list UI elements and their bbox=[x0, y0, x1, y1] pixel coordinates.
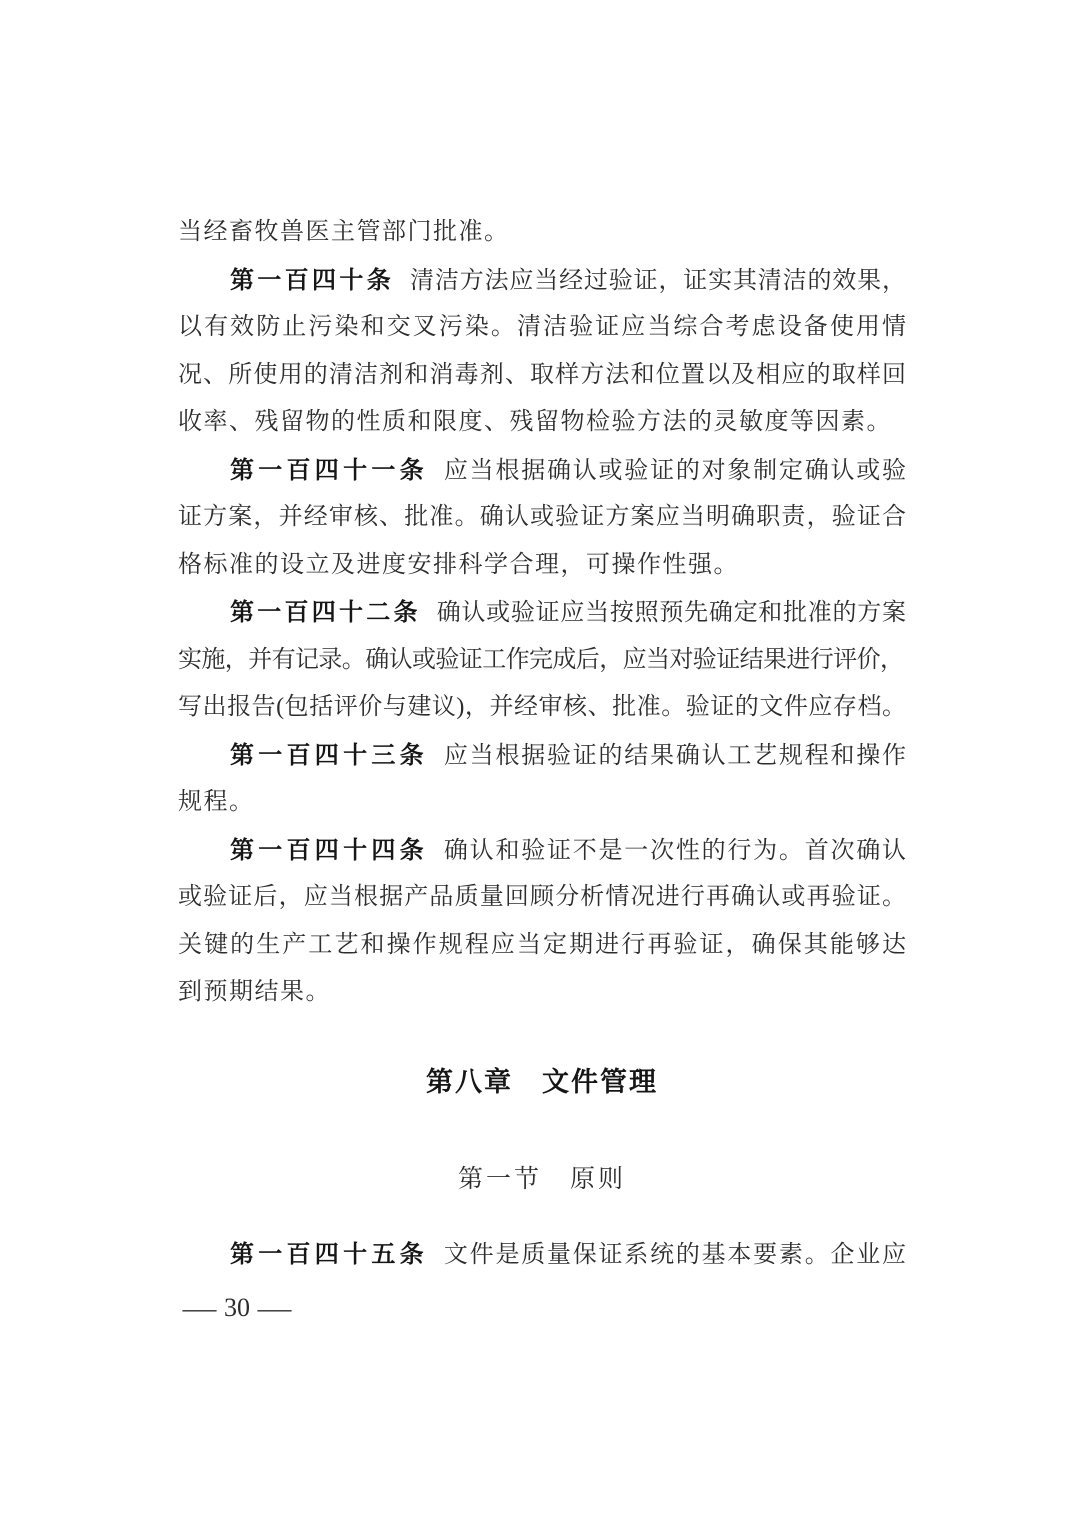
line-text: 确认或验证应当按照预先确定和批准的方案 bbox=[436, 600, 907, 626]
line-text: 证方案，并经审核、批准。确认或验证方案应当明确职责，验证合 bbox=[178, 504, 906, 530]
article-opening-line bbox=[178, 1231, 906, 1279]
line-text: 应当根据验证的结果确认工艺规程和操作 bbox=[443, 742, 907, 769]
line-text: 当经畜牧兽医主管部门批准。 bbox=[178, 219, 510, 245]
body-text-line bbox=[178, 684, 906, 732]
body-text-line bbox=[178, 494, 906, 542]
line-text: 写出报告(包括评价与建议)，并经审核、批准。验证的文件应存档。 bbox=[178, 694, 906, 720]
article-opening-line bbox=[178, 257, 906, 305]
line-text: 应当根据确认或验证的对象制定确认或验 bbox=[443, 457, 907, 484]
article-number-label: 第一百四十一条 bbox=[230, 456, 428, 484]
footer-dash-right: — bbox=[257, 1293, 292, 1323]
body-text-line bbox=[178, 637, 906, 685]
article-opening-line bbox=[178, 447, 906, 495]
body-text-line bbox=[178, 874, 906, 922]
article-number-label: 第一百四十三条 bbox=[230, 741, 428, 769]
line-text: 第一节 原则 bbox=[457, 1166, 626, 1193]
chapter-heading bbox=[178, 1059, 906, 1107]
line-text: 关键的生产工艺和操作规程应当定期进行再验证，确保其能够达 bbox=[178, 931, 906, 958]
body-text-line bbox=[178, 922, 906, 970]
line-text: 到预期结果。 bbox=[178, 979, 331, 1005]
line-text: 况、所使用的清洁剂和消毒剂、取样方法和位置以及相应的取样回 bbox=[178, 361, 906, 388]
footer-dash-left: — bbox=[182, 1293, 217, 1323]
line-text: 实施，并有记录。确认或验证工作完成后，应当对验证结果进行评价， bbox=[178, 646, 904, 673]
line-text: 规程。 bbox=[178, 789, 255, 815]
line-text: 清洁方法应当经过验证，证实其清洁的效果， bbox=[410, 267, 907, 294]
article-number-label: 第一百四十二条 bbox=[230, 599, 421, 626]
article-opening-line bbox=[178, 827, 906, 875]
body-text-line bbox=[178, 352, 906, 400]
line-text: 或验证后，应当根据产品质量回顾分析情况进行再确认或再验证。 bbox=[178, 884, 906, 910]
line-text: 格标准的设立及进度安排科学合理，可操作性强。 bbox=[178, 551, 739, 578]
page-body-text bbox=[178, 209, 906, 1278]
footer-page-number: 30 bbox=[224, 1293, 250, 1322]
line-text: 第八章 文件管理 bbox=[426, 1066, 658, 1097]
article-opening-line bbox=[178, 589, 906, 637]
article-number-label: 第一百四十四条 bbox=[230, 836, 428, 864]
page-footer bbox=[182, 1291, 292, 1325]
body-text-line bbox=[178, 542, 906, 590]
article-number-label: 第一百四十条 bbox=[230, 266, 395, 294]
line-text: 收率、残留物的性质和限度、残留物检验方法的灵敏度等因素。 bbox=[178, 409, 892, 435]
body-text-line bbox=[178, 304, 906, 352]
line-text: 以有效防止污染和交叉污染。清洁验证应当综合考虑设备使用情 bbox=[178, 314, 906, 340]
body-text-line bbox=[178, 399, 906, 447]
line-text: 文件是质量保证系统的基本要素。企业应 bbox=[443, 1241, 907, 1268]
body-text-line bbox=[178, 209, 906, 257]
body-text-line bbox=[178, 969, 906, 1017]
section-heading bbox=[178, 1156, 906, 1204]
line-text: 确认和验证不是一次性的行为。首次确认 bbox=[443, 837, 907, 864]
body-text-line bbox=[178, 779, 906, 827]
article-opening-line bbox=[178, 732, 906, 780]
article-number-label: 第一百四十五条 bbox=[230, 1240, 428, 1268]
